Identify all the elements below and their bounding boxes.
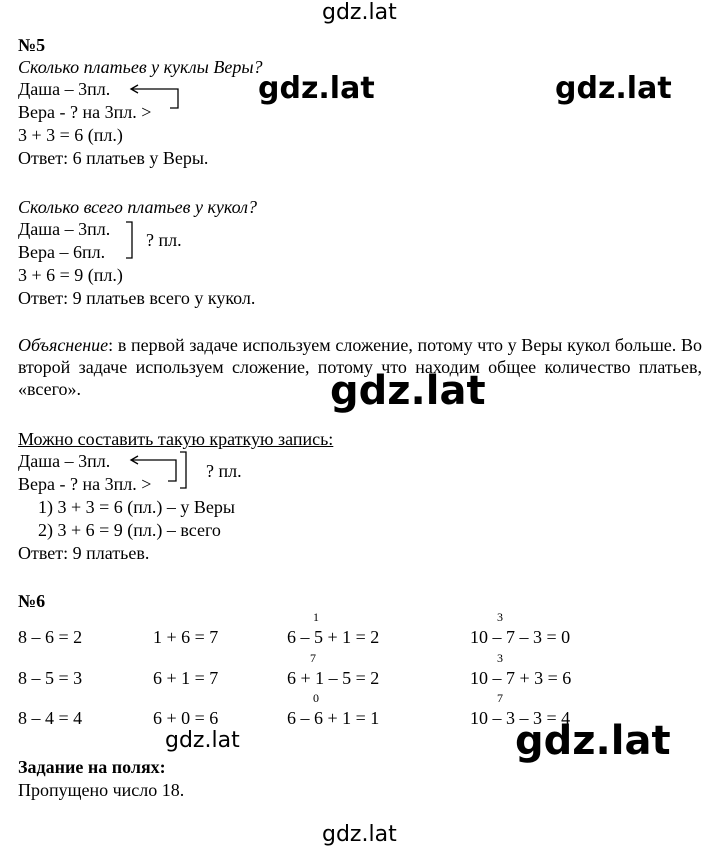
condition-line: Даша – 3пл. — [18, 219, 111, 239]
equation: 6 + 1 = 7 — [153, 668, 219, 688]
margin-task-text: Пропущено число 18. — [18, 780, 185, 800]
answer: Ответ: 9 платьев всего у кукол. — [18, 288, 256, 308]
watermark: gdz.lat — [322, 822, 397, 847]
arrow-line — [132, 89, 178, 108]
brace-label: ? пл. — [146, 230, 182, 250]
equation: 8 – 5 = 3 — [18, 668, 83, 688]
intermediate-result: 3 — [497, 651, 503, 665]
condition-line: Вера - ? на 3пл. > — [18, 474, 152, 494]
equation: 10 – 3 – 3 = 4 — [470, 708, 571, 728]
watermark: gdz.lat — [322, 0, 397, 25]
equation: 6 – 6 + 1 = 1 — [287, 708, 380, 728]
watermark: gdz.lat — [555, 71, 672, 106]
task-number: №6 — [18, 591, 46, 611]
equation: 6 + 1 – 5 = 2 — [287, 668, 380, 688]
brace — [180, 452, 186, 488]
condition-line: Вера - ? на 3пл. > — [18, 102, 152, 122]
short-record-heading: Можно составить такую краткую запись: — [18, 429, 334, 449]
condition-line: Даша – 3пл. — [18, 79, 111, 99]
intermediate-result: 7 — [310, 651, 316, 665]
equation: 6 – 5 + 1 = 2 — [287, 627, 380, 647]
brace-label: ? пл. — [206, 461, 242, 481]
answer: Ответ: 9 платьев. — [18, 543, 150, 563]
watermark: gdz.lat — [258, 71, 375, 106]
solution-step: 1) 3 + 3 = 6 (пл.) – у Веры — [38, 497, 235, 517]
question: Сколько всего платьев у кукол? — [18, 197, 258, 217]
equation: 10 – 7 – 3 = 0 — [470, 627, 571, 647]
arrow-line — [132, 460, 176, 481]
answer: Ответ: 6 платьев у Веры. — [18, 148, 209, 168]
question: Сколько платьев у куклы Веры? — [18, 57, 263, 77]
intermediate-result: 0 — [313, 691, 319, 705]
task-number: №5 — [18, 35, 46, 55]
brace — [126, 222, 132, 258]
explanation-text: : в первой задаче используем сложение, потому что у Веры кукол больше. Во второй задаче используем сложение, потому что находим общее количество платьев, «всего». — [18, 335, 702, 399]
condition-line: Даша – 3пл. — [18, 451, 111, 471]
calculation: 3 + 3 = 6 (пл.) — [18, 125, 123, 145]
intermediate-result: 1 — [313, 610, 319, 624]
watermark: gdz.lat — [165, 728, 240, 753]
watermark: gdz.lat — [330, 368, 486, 414]
explanation-label: Объяснение — [18, 335, 109, 355]
watermark: gdz.lat — [515, 718, 671, 764]
equation: 8 – 4 = 4 — [18, 708, 83, 728]
equation: 6 + 0 = 6 — [153, 708, 219, 728]
equation: 1 + 6 = 7 — [153, 627, 219, 647]
calculation: 3 + 6 = 9 (пл.) — [18, 265, 123, 285]
equation: 10 – 7 + 3 = 6 — [470, 668, 572, 688]
intermediate-result: 7 — [497, 691, 503, 705]
intermediate-result: 3 — [497, 610, 503, 624]
solution-step: 2) 3 + 6 = 9 (пл.) – всего — [38, 520, 221, 540]
margin-task-heading: Задание на полях: — [18, 757, 166, 777]
condition-line: Вера – 6пл. — [18, 242, 106, 262]
equation: 8 – 6 = 2 — [18, 627, 83, 647]
